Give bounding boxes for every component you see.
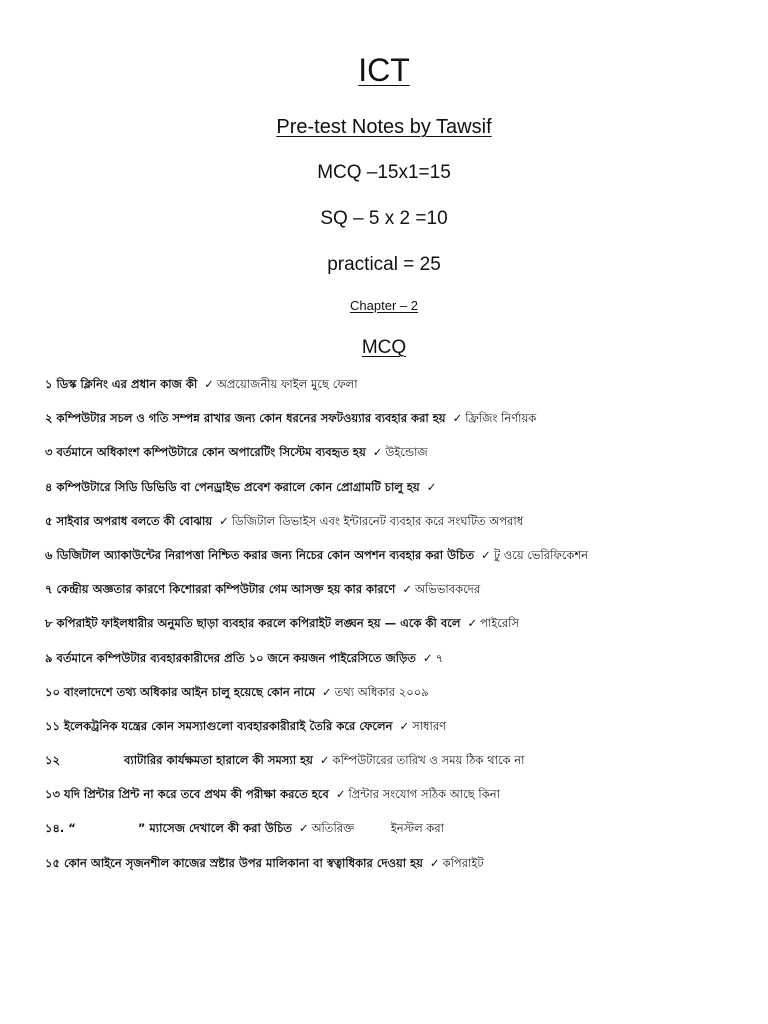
question-number: ৬ xyxy=(45,547,53,562)
answer-text: পাইরেসি xyxy=(480,616,520,631)
question-item xyxy=(45,784,735,818)
check-icon: ✓ xyxy=(319,753,330,768)
question-number: ১৩ xyxy=(45,787,60,802)
question-number: ২ xyxy=(45,411,53,426)
chapter-label: Chapter – 2 xyxy=(350,298,418,313)
question-item xyxy=(45,511,735,545)
question-number: ৩ xyxy=(45,445,53,460)
question-text: সাইবার অপরাধ বলতে কী বোঝায় xyxy=(56,513,213,528)
check-icon: ✓ xyxy=(452,411,463,426)
check-icon: ✓ xyxy=(298,821,309,836)
question-number: ৮ xyxy=(45,616,53,631)
answer-text: কম্পিউটারের তারিখ ও সময় ঠিক থাকে না xyxy=(332,753,525,768)
answer-text: সাধারণ xyxy=(412,718,447,733)
question-item xyxy=(45,374,735,408)
check-icon: ✓ xyxy=(204,377,214,391)
check-icon: ✓ xyxy=(335,787,346,802)
question-item xyxy=(45,682,735,716)
question-item xyxy=(45,648,735,682)
check-icon: ✓ xyxy=(481,547,491,562)
marks-sq-line: SQ – 5 x 2 =10 xyxy=(320,208,448,229)
page-title: ICT xyxy=(358,52,410,88)
question-text: ডিজিটাল অ্যাকাউন্টের নিরাপত্তা নিশ্চিত করার জন্য নিচের কোন অপশন ব্যবহার করা উচিত xyxy=(56,547,475,562)
answer-text: অতিরিক্ত ইনস্টল করা xyxy=(311,821,444,836)
question-text: ” ম্যাসেজ দেখালে কী করা উচিত xyxy=(137,821,292,836)
answer-text: ডিজিটাল ডিভাইস এবং ইন্টারনেট ব্যবহার করে সংঘটিত অপরাধ xyxy=(231,513,524,528)
answer-text: কপিরাইট xyxy=(442,855,484,870)
question-item xyxy=(45,408,735,442)
check-icon: ✓ xyxy=(467,616,478,631)
question-text: ব্যাটারির কার্যক্ষমতা হারালে কী সমস্যা হয় xyxy=(123,753,313,768)
answer-text: উইন্ডোজ xyxy=(385,445,428,460)
question-number: ১৪. “ xyxy=(45,821,76,836)
check-icon: ✓ xyxy=(422,650,433,665)
question-text: বাংলাদেশে তথ্য অধিকার আইন চালু হয়েছে কোন নামে xyxy=(63,684,315,699)
check-icon: ✓ xyxy=(426,479,437,494)
check-icon: ✓ xyxy=(219,513,229,528)
question-number: ৫ xyxy=(45,513,53,528)
answer-text: টু ওয়ে ভেরিফিকেশন xyxy=(493,547,589,562)
question-number: ১২ xyxy=(45,753,60,768)
question-text: কম্পিউটারে সিডি ডিভিডি বা পেনড্রাইভ প্রবেশ করালে কোন প্রোগ্রামটি চালু হয় xyxy=(56,479,420,494)
answer-text: অভিভাবকদের xyxy=(414,582,481,597)
answer-text: প্রিন্টার সংযোগ সঠিক আছে কিনা xyxy=(348,787,500,802)
question-number: ১১ xyxy=(45,718,60,733)
question-text: ডিস্ক ক্লিনিং এর প্রধান কাজ কী xyxy=(56,377,198,391)
question-number: ৪ xyxy=(45,479,53,494)
question-number: ৭ xyxy=(45,582,53,597)
question-text: ইলেকট্রনিক যন্ত্রের কোন সমস্যাগুলো ব্যবহারকারীরাই তৈরি করে ফেলেন xyxy=(63,718,393,733)
check-icon: ✓ xyxy=(399,718,410,733)
check-icon: ✓ xyxy=(429,855,440,870)
question-text: বর্তমানে অধিকাংশ কম্পিউটারে কোন অপারেটিং সিস্টেম ব্যবহৃত হয় xyxy=(56,445,366,460)
question-text: কপিরাইট ফাইলধারীর অনুমতি ছাড়া ব্যবহার করলে কপিরাইট লঙ্ঘন হয় — একে কী বলে xyxy=(56,616,461,631)
answer-text: ফ্রিজিং নির্ণায়ক xyxy=(465,411,537,426)
question-item xyxy=(45,750,735,784)
question-item xyxy=(45,545,735,579)
page-subtitle: Pre-test Notes by Tawsif xyxy=(276,116,492,138)
question-item xyxy=(45,853,735,887)
question-item xyxy=(45,818,735,852)
answer-text: ৭ xyxy=(435,650,444,665)
question-text: কম্পিউটার সচল ও গতি সম্পন্ন রাখার জন্য কোন ধরনের সফটওয়্যার ব্যবহার করা হয় xyxy=(56,411,446,426)
question-item xyxy=(45,442,735,476)
question-text: কোন আইনে সৃজনশীল কাজের স্রষ্টার উপর মালিকানা বা স্বত্বাধিকার দেওয়া হয় xyxy=(63,855,423,870)
section-heading: MCQ xyxy=(361,337,407,358)
answer-text: অপ্রয়োজনীয় ফাইল মুছে ফেলা xyxy=(216,377,358,391)
question-item xyxy=(45,716,735,750)
question-item xyxy=(45,477,735,511)
question-text: কেন্দ্রীয় অজ্ঞতার কারণে কিশোররা কম্পিউটার গেম আসক্ত হয় কার কারণে xyxy=(56,582,396,597)
question-number: ১৫ xyxy=(45,855,60,870)
check-icon: ✓ xyxy=(321,684,332,699)
question-number: ১০ xyxy=(45,684,60,699)
check-icon: ✓ xyxy=(402,582,412,597)
question-text: যদি প্রিন্টার প্রিন্ট না করে তবে প্রথম কী পরীক্ষা করতে হবে xyxy=(63,787,329,802)
question-item xyxy=(45,613,735,647)
check-icon: ✓ xyxy=(372,445,383,460)
question-list xyxy=(45,374,735,887)
question-item xyxy=(45,579,735,613)
marks-practical-line: practical = 25 xyxy=(327,254,441,275)
question-text: বর্তমানে কম্পিউটার ব্যবহারকারীদের প্রতি ১০ জনে কয়জন পাইরেসিতে জড়িত xyxy=(56,650,416,665)
answer-text: তথ্য অধিকার ২০০৯ xyxy=(334,684,429,699)
question-number: ১ xyxy=(45,377,53,391)
marks-mcq-line: MCQ –15x1=15 xyxy=(317,162,451,183)
question-number: ৯ xyxy=(45,650,53,665)
